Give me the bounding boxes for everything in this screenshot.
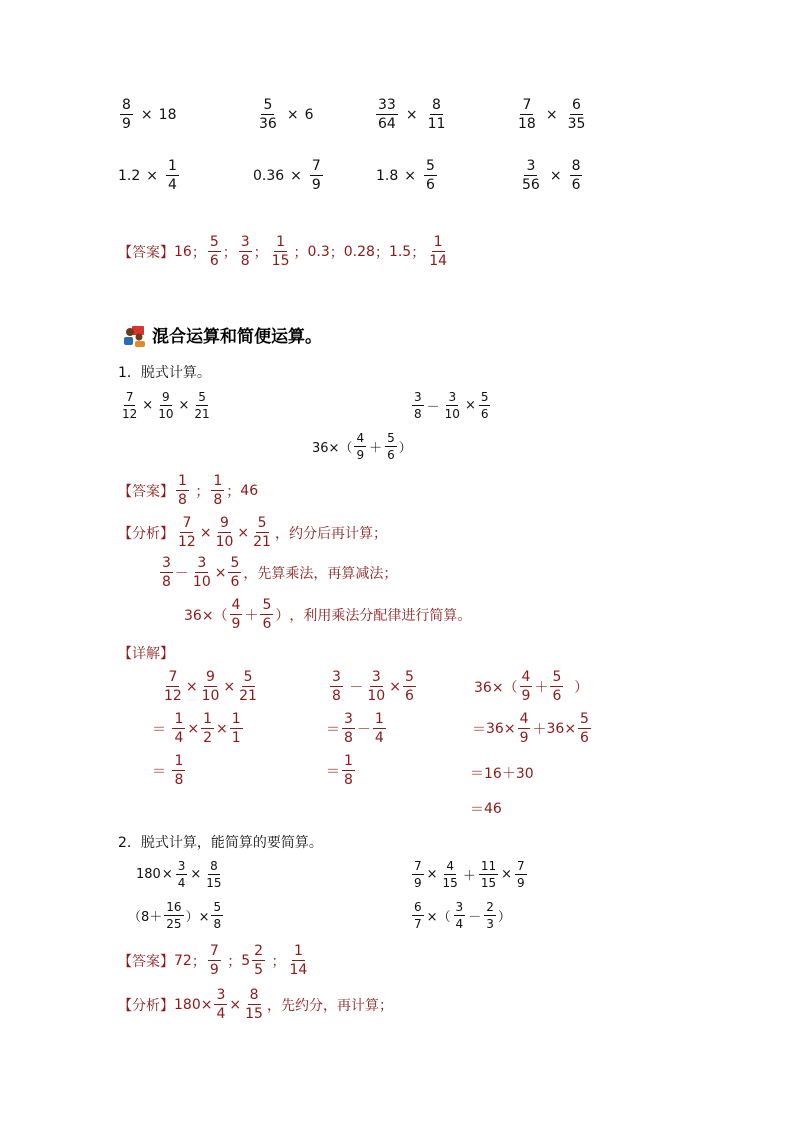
numerator: 3 [240, 234, 250, 250]
numerator: 8 [432, 97, 441, 113]
reading-children-icon [122, 324, 148, 346]
answer-label: 【答案】 [118, 483, 174, 500]
q1-expr-b: $\frac{3}{8}$ － $\frac{3}{10}$ × $\frac{5}{6}$ [414, 390, 489, 421]
separator: ； [293, 244, 308, 261]
detail-c-1: 36×（ $\frac{4}{9}$ ＋ $\frac{5}{6}$ ） [474, 669, 589, 704]
expr-prefix: （8＋ [128, 910, 163, 925]
separator: ； [374, 244, 389, 261]
q1-expr-a: $\frac{7}{12}$ × $\frac{9}{10}$ × $\frac{5}{21}$ [122, 390, 210, 421]
detail-a-1: $\frac{7}{12}$ × $\frac{9}{10}$ × $\frac{5}{21}$ [164, 669, 257, 704]
operator: × [286, 106, 299, 123]
equals: ＝ [472, 721, 486, 738]
detail-c-2: ＝ 36 × $\frac{4}{9}$ ＋ 36 × $\frac{5}{6}$ [472, 711, 589, 746]
answer-value: 0.3 [307, 243, 330, 260]
denominator: 35 [567, 116, 586, 132]
equals: ＝ [470, 766, 484, 782]
q1-title [118, 362, 211, 382]
operand: 6 [304, 106, 314, 123]
numerator: 6 [572, 97, 581, 113]
answer-value: 46 [240, 482, 259, 499]
denominator: 6 [571, 177, 581, 193]
denominator: 6 [209, 253, 219, 269]
separator: ； [222, 244, 237, 261]
equals: ＝ [326, 763, 340, 780]
q2-analysis-1: 【分析】 180 × $\frac{3}{4}$ × $\frac{8}{15}$ ，先约分，再计算； [118, 987, 393, 1022]
expr-suffix: ）× [185, 910, 210, 925]
q1-analysis-2: $\frac{3}{8}$ － $\frac{3}{10}$ × $\frac{5}{6}$ ，先算乘法，再算减法； [162, 555, 398, 590]
answer-label: 【答案】 [118, 244, 174, 261]
question-title: 1．脱式计算。 [118, 365, 211, 381]
analysis-label: 【分析】 [118, 997, 174, 1014]
detail-c-3 [470, 763, 534, 783]
detail-b-2: ＝ $\frac{3}{8}$ － $\frac{1}{4}$ [326, 711, 384, 746]
denominator: 4 [168, 177, 177, 193]
answer-value: 1.5 [388, 243, 412, 260]
operator: × [290, 167, 302, 184]
numerator: 5 [209, 234, 219, 250]
operand: 18 [158, 106, 177, 123]
numerator: 7 [522, 97, 532, 113]
numerator: 7 [311, 158, 321, 174]
q2-expr-2: $\frac{7}{9}$ × $\frac{4}{15}$ ＋ $\frac{11}{15}$ × $\frac{7}{9}$ [414, 859, 525, 890]
detail-a-3: ＝ $\frac{1}{8}$ [152, 753, 184, 788]
expr-prefix: 36×（ [474, 679, 518, 696]
operand: 36 [546, 720, 565, 737]
analysis-label: 【分析】 [118, 525, 174, 542]
numerator: 3 [526, 158, 536, 174]
answer-value: 16 [174, 243, 192, 260]
operand: 180 [174, 996, 201, 1013]
detail-b-3: ＝ $\frac{1}{8}$ [326, 753, 353, 788]
numerator: 5 [263, 97, 273, 113]
numerator: 8 [571, 158, 581, 174]
operand: 1.8 [376, 167, 399, 184]
numerator: 1 [276, 234, 286, 250]
operand: 180 [136, 867, 161, 882]
mixed-whole: 5 [241, 952, 251, 969]
equals: ＝ [326, 721, 340, 738]
problem-2-3 [376, 159, 439, 192]
equals: ＝ [152, 721, 166, 738]
operator: × [549, 167, 562, 184]
equals: ＝ [470, 802, 484, 818]
denominator: 64 [378, 116, 396, 132]
operator: × [545, 106, 558, 123]
separator: ； [411, 244, 426, 261]
denominator: 11 [427, 116, 446, 132]
operand: 0.36 [253, 167, 285, 184]
problem-1-2 [255, 98, 313, 131]
operand: 1.2 [118, 167, 141, 184]
q2-expr-1: 180 × $\frac{3}{4}$ × $\frac{8}{15}$ [136, 859, 222, 890]
denominator: 6 [426, 177, 435, 193]
expr-prefix: 36×（ [312, 441, 353, 456]
denominator: 18 [518, 116, 536, 132]
q2-expr-4: $\frac{6}{7}$ ×（ $\frac{3}{4}$ － $\frac{2}{3}$ ） [414, 900, 511, 931]
q2-expr-3: （8＋ $\frac{16}{25}$ ）× $\frac{5}{8}$ [128, 900, 222, 931]
analysis-text: ，约分后再计算； [274, 525, 387, 542]
problem-2-4 [518, 159, 584, 192]
expr-prefix: 36×（ [184, 607, 228, 624]
step-result: 46 [484, 801, 502, 817]
equals: ＝ [152, 763, 166, 780]
separator: ； [253, 244, 268, 261]
expr-suffix: ） [398, 441, 412, 456]
detail-c-4 [470, 799, 502, 819]
separator: ； [191, 244, 206, 261]
answer-value: 0.28 [343, 243, 375, 260]
analysis-text: ，利用乘法分配律进行简算。 [289, 607, 472, 624]
q1-analysis-1: 【分析】 $\frac{7}{12}$ × $\frac{9}{10}$ × $\frac{5}{21}$ ，约分后再计算； [118, 515, 387, 550]
operand: 36 [486, 720, 504, 737]
operator: × [405, 106, 418, 123]
separator: ； [329, 244, 344, 261]
q1-analysis-3: 36×（ $\frac{4}{9}$ ＋ $\frac{5}{6}$ ） ，利用乘法分配律进行简算。 [184, 597, 472, 632]
denominator: 15 [271, 253, 290, 269]
denominator: 36 [259, 116, 277, 132]
detail-label: 【详解】 [118, 646, 174, 662]
denominator: 56 [522, 177, 540, 193]
problem-1-1 [118, 98, 176, 131]
operator: × [140, 106, 153, 123]
numerator: 33 [378, 97, 396, 113]
problem-1-3 [374, 98, 449, 131]
numerator: 1 [433, 234, 443, 250]
analysis-text: ，先算乘法，再算减法； [243, 565, 398, 582]
q1-detail-label [118, 643, 174, 663]
analysis-text: ，先约分，再计算； [266, 997, 393, 1014]
detail-b-1: $\frac{3}{8}$ － $\frac{3}{10}$ × $\frac{5}{6}$ [332, 669, 414, 704]
detail-a-2: ＝ $\frac{1}{4}$ × $\frac{1}{2}$ × $\frac{1}{1}$ [152, 711, 241, 746]
expr-suffix: ） [574, 679, 589, 696]
answer-value: 72 [174, 952, 192, 969]
top-answer-line [118, 235, 451, 268]
denominator: 9 [122, 116, 131, 132]
denominator: 14 [429, 253, 448, 269]
numerator: 1 [168, 158, 177, 174]
operator: × [404, 167, 416, 184]
numerator: 5 [426, 158, 435, 174]
q1-answer: 【答案】 $\frac{1}{8}$ ； $\frac{1}{8}$ ； 46 [118, 473, 259, 508]
section-header [122, 322, 322, 347]
section-title: 混合运算和简便运算。 [152, 327, 322, 347]
step-expr: 16＋30 [484, 766, 534, 782]
denominator: 8 [240, 253, 250, 269]
numerator: 8 [122, 97, 131, 113]
expr-suffix: ） [275, 607, 290, 624]
operator: × [146, 167, 158, 184]
problem-2-1 [118, 159, 181, 192]
problem-2-2 [253, 159, 325, 192]
q1-expr-c: 36×（ $\frac{4}{9}$ ＋ $\frac{5}{6}$ ） [312, 431, 412, 462]
answer-label: 【答案】 [118, 953, 174, 970]
q2-answer: 【答案】 72 ； $\frac{7}{9}$ ； 5 $\frac{2}{5}$ ； $\frac{1}{14}$ [118, 943, 308, 978]
problem-1-4 [514, 98, 589, 131]
q2-title [118, 832, 323, 852]
denominator: 9 [311, 177, 321, 193]
question-title: 2．脱式计算，能简算的要简算。 [118, 835, 323, 851]
